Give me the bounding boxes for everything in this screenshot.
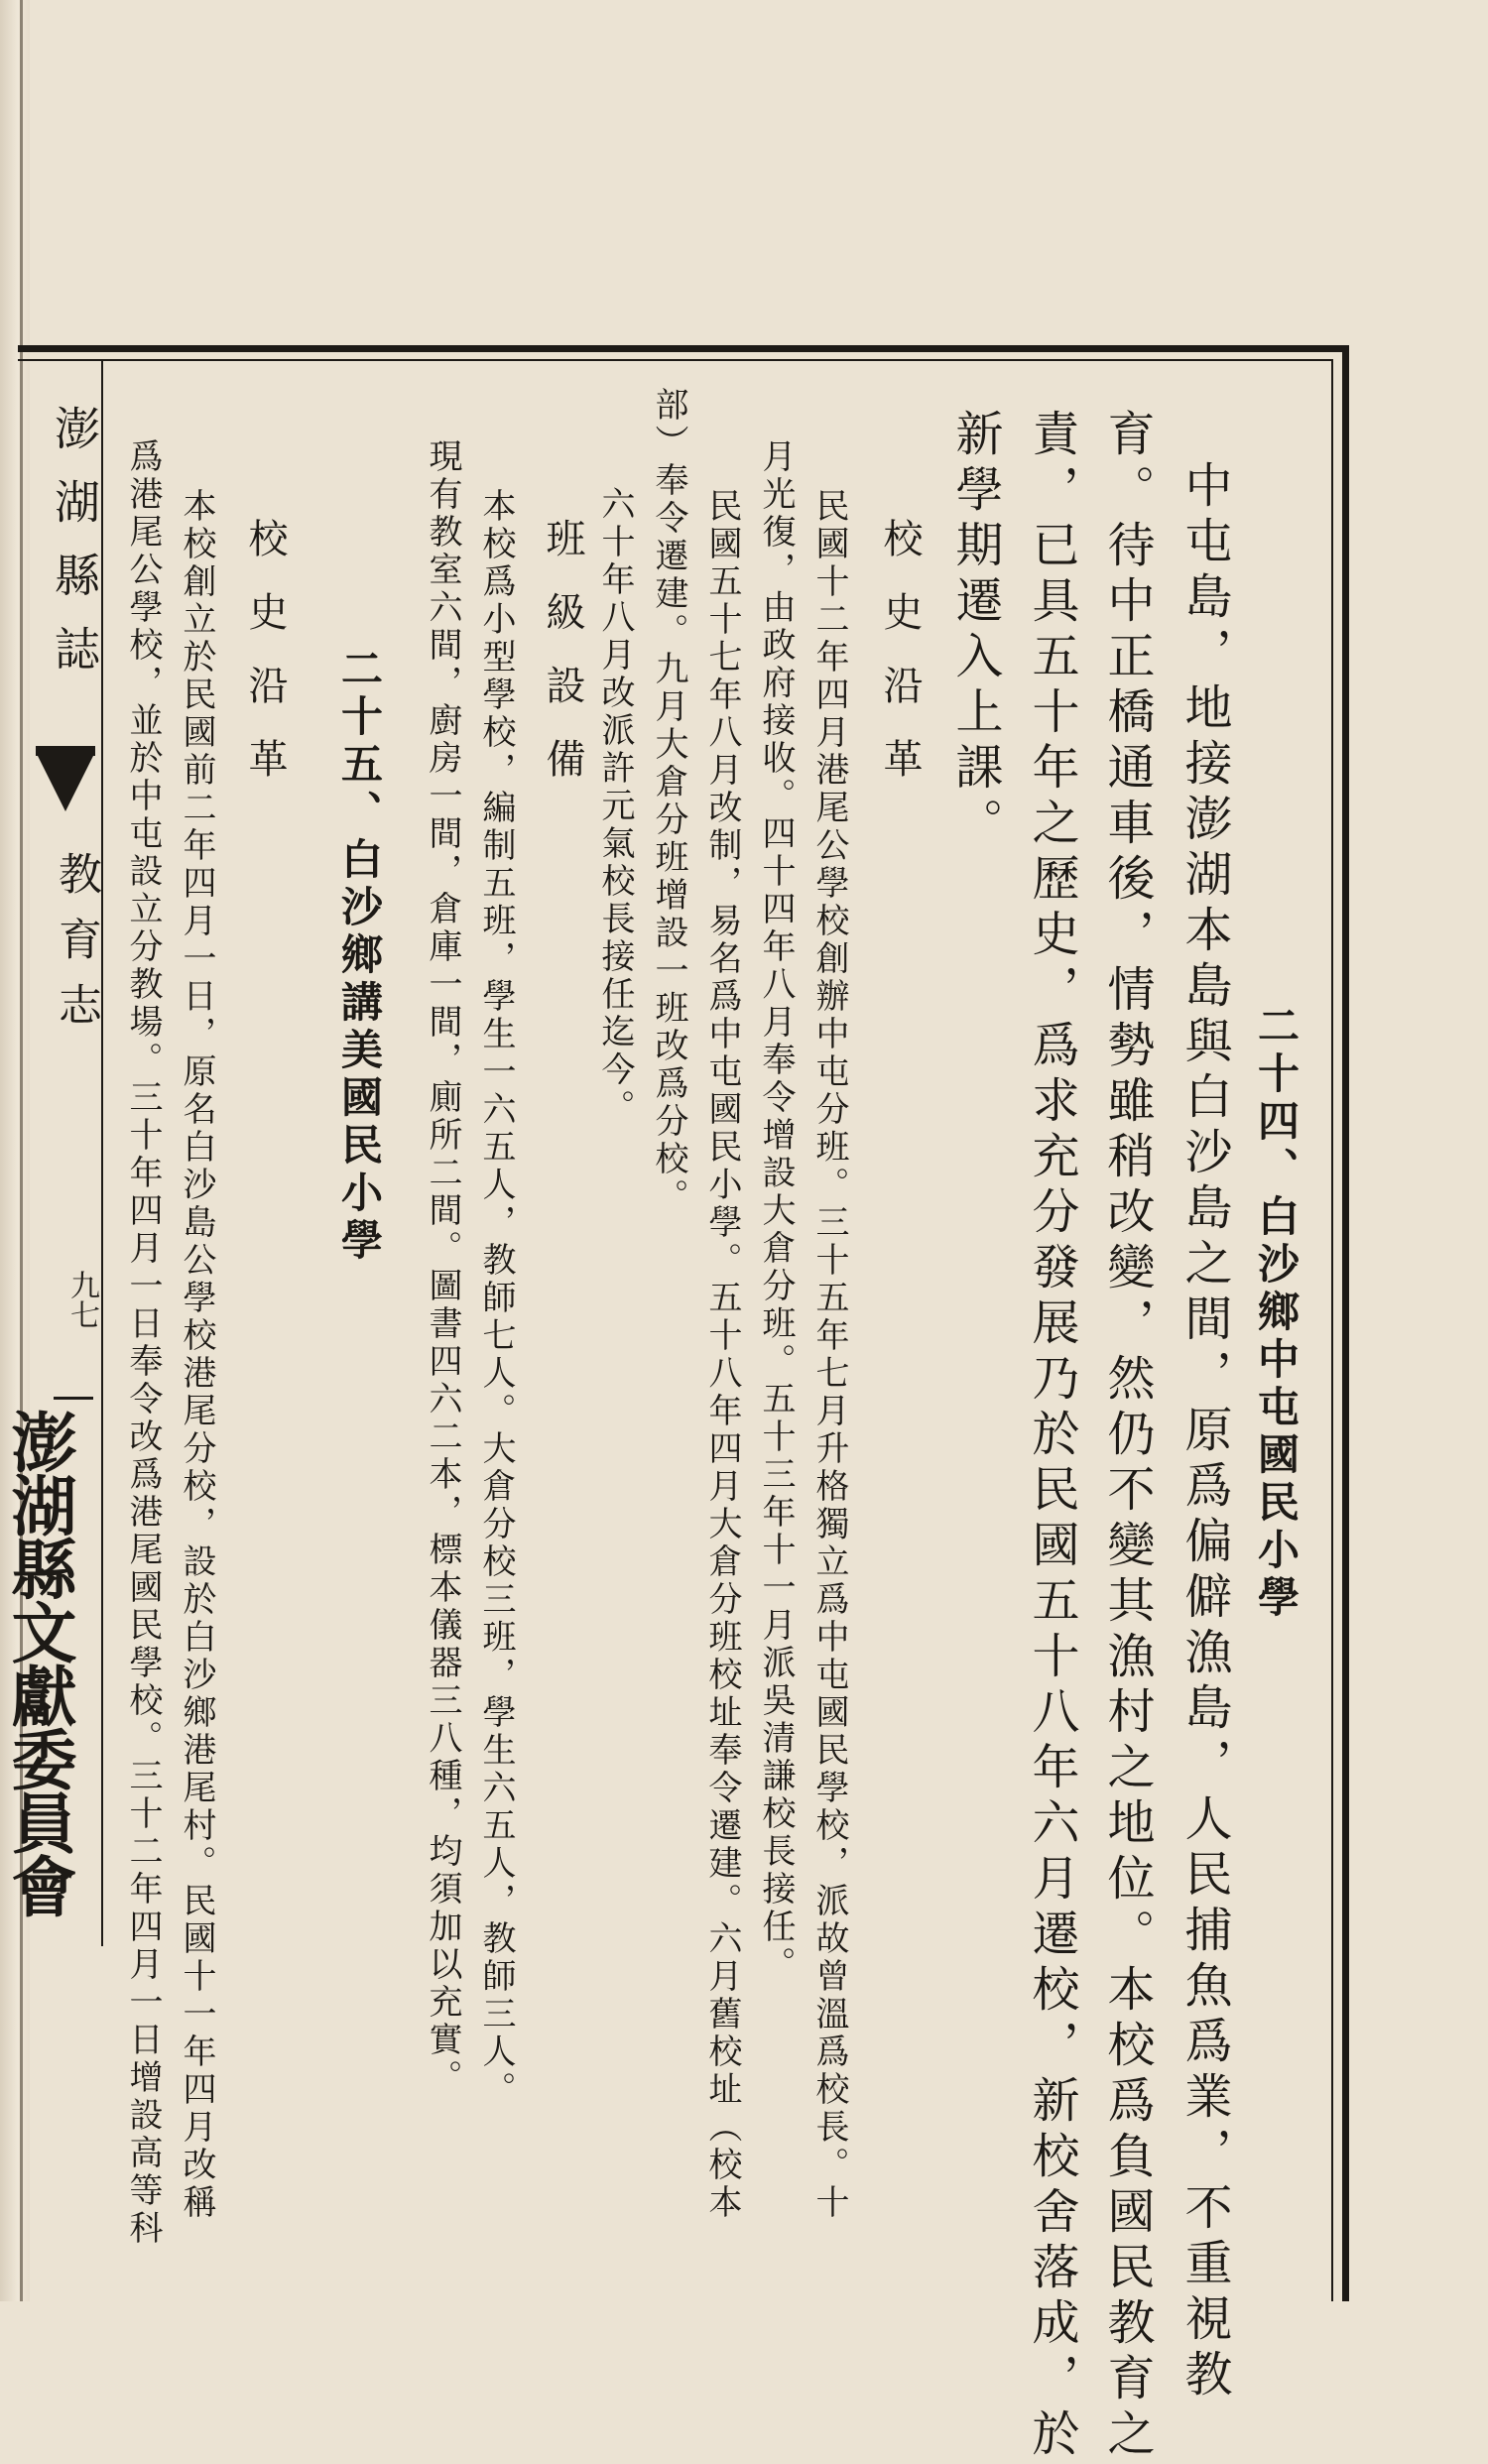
school24-history-line-4: 部）奉令遷建。九月大倉分班增設一班改爲分校。: [649, 387, 688, 1216]
school24-facilities-heading: 班級設備: [540, 518, 585, 811]
gazetteer-title: 澎湖縣誌: [48, 405, 101, 698]
section-marker-wedge: [36, 752, 95, 811]
page-number: 九七: [64, 1270, 99, 1329]
school24-title: 二十四、白沙鄉中屯國民小學: [1252, 1004, 1301, 1623]
school25-history-heading: 校史沿革: [242, 518, 288, 811]
school24-intro-line-4: 新學期遷入上課。: [947, 409, 1003, 853]
school25-title: 二十五、白沙鄉講美國民小學: [335, 647, 384, 1266]
school24-intro-line-3: 責，已具五十年之歷史，爲求充分發展乃於民國五十八年六月遷校，新校舍落成，於: [1024, 409, 1079, 2464]
school24-history-heading: 校史沿革: [877, 518, 923, 811]
school25-history-line-2: 爲港尾公學校，並於中屯設立分教場。三十年四月一日奉令改爲港尾國民學校。三十二年四月一日增設高等科: [123, 438, 163, 2248]
school24-history-line-1: 民國十二年四月港尾公學校創辦中屯分班。三十五年七月升格獨立爲中屯國民學校，派故曾溫爲校長。十: [809, 488, 849, 2222]
page-number-rule: [54, 1397, 93, 1400]
publisher-name: 澎湖縣文獻委員會: [0, 1409, 77, 1916]
section-name: 教育志: [51, 851, 101, 1047]
school24-history-line-5: 六十年八月改派許元氣校長接任迄今。: [595, 486, 635, 1127]
school24-facilities-line-2: 現有教室六間，廚房一間，倉庫一間，廁所二間。圖書四六二本，標本儀器三八種，均須加以充實。: [423, 438, 462, 2097]
school24-history-line-2: 月光復，由政府接收。四十四年八月奉令增設大倉分班。五十三年十一月派吳清謙校長接任。: [756, 438, 796, 1984]
school24-history-line-3: 民國五十七年八月改制，易名爲中屯國民小學。五十八年四月大倉分班校址奉令遷建。六月舊校址（校本: [702, 488, 742, 2222]
school24-intro-line-1: 中屯島，地接澎湖本島與白沙島之間，原爲偏僻漁島，人民捕魚爲業，不重視教: [1177, 460, 1232, 2404]
school24-intro-line-2: 育。待中正橋通車後，情勢雖稍改變，然仍不變其漁村之地位。本校爲負國民教育之: [1099, 409, 1155, 2464]
school24-facilities-line-1: 本校爲小型學校，編制五班，學生一六五人，教師七人。大倉分校三班，學生六五人，教師三人。: [476, 488, 516, 2109]
school25-history-line-1: 本校創立於民國前二年四月一日，原名白沙島公學校港尾分校，設於白沙鄉港尾村。民國十一年四月改稱: [177, 488, 216, 2222]
